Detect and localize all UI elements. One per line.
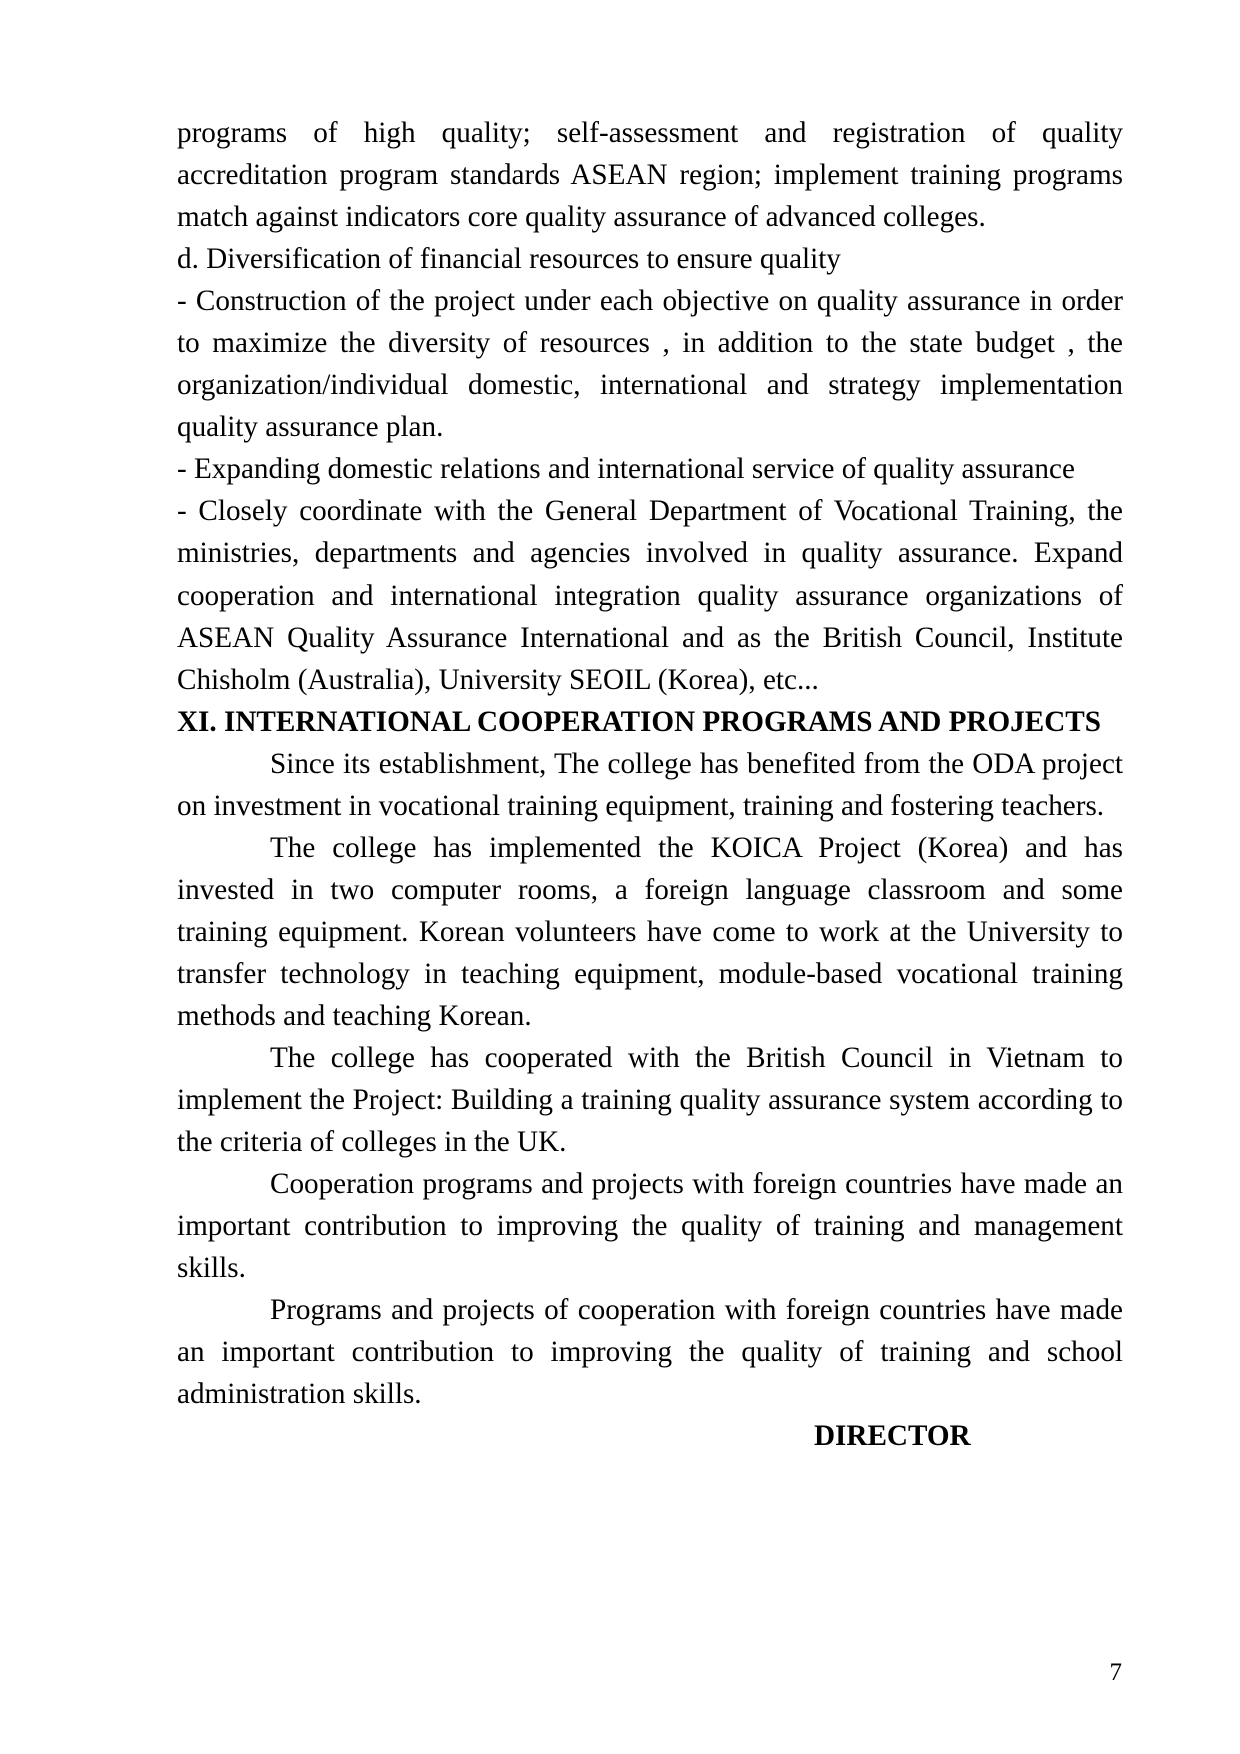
paragraph-line: important contribution to improving the quality of training and management (177, 1210, 1123, 1243)
page-number: 7 (1109, 1659, 1122, 1686)
paragraph-line: transfer technology in teaching equipment, module-based vocational training (177, 957, 1123, 990)
list-item (177, 280, 1123, 448)
list-item (177, 490, 1123, 700)
text-area (177, 112, 1123, 1458)
paragraph-line: - Closely coordinate with the General Department of Vocational Training, the (177, 495, 1123, 528)
paragraph-line: Programs and projects of cooperation with foreign countries have made (270, 1294, 1123, 1327)
paragraph-line: methods and teaching Korean. (177, 999, 532, 1032)
signature-block (177, 1415, 1123, 1457)
paragraph (177, 827, 1123, 1037)
paragraph-line: - Expanding domestic relations and international service of quality assurance (177, 453, 1075, 486)
paragraph-line: to maximize the diversity of resources , in addition to the state budget , the (177, 327, 1123, 360)
list-item (177, 448, 1123, 490)
paragraph-line: ASEAN Quality Assurance International and as the British Council, Institute (177, 621, 1123, 654)
paragraph-line: the criteria of colleges in the UK. (177, 1126, 567, 1159)
paragraph-line: ministries, departments and agencies involved in quality assurance. Expand (177, 537, 1123, 570)
paragraph-line: Since its establishment, The college has benefited from the ODA project (270, 747, 1123, 780)
paragraph-line: cooperation and international integration quality assurance organizations of (177, 579, 1123, 612)
paragraph-line: skills. (177, 1252, 246, 1285)
paragraph-line: invested in two computer rooms, a foreign language classroom and some (177, 873, 1123, 906)
paragraph-line: implement the Project: Building a training quality assurance system according to (177, 1084, 1123, 1117)
paragraph-line: quality assurance plan. (177, 411, 444, 444)
paragraph (177, 112, 1123, 238)
paragraph-line: programs of high quality; self-assessment and registration of quality (177, 117, 1123, 149)
subsection-heading: d. Diversification of financial resources to ensure quality (177, 243, 841, 276)
paragraph (177, 1037, 1123, 1163)
paragraph-line: on investment in vocational training equipment, training and fostering teachers. (177, 789, 1105, 822)
paragraph-line: an important contribution to improving the quality of training and school (177, 1336, 1123, 1369)
paragraph-line: The college has implemented the KOICA Project (Korea) and has (270, 831, 1123, 864)
paragraph-line: organization/individual domestic, international and strategy implementation (177, 369, 1123, 402)
paragraph (177, 743, 1123, 827)
signature-title: DIRECTOR (814, 1420, 971, 1453)
paragraph-line: accreditation program standards ASEAN region; implement training programs (177, 159, 1123, 192)
paragraph-line: Cooperation programs and projects with foreign countries have made an (270, 1168, 1123, 1201)
paragraph-line: training equipment. Korean volunteers have come to work at the University to (177, 915, 1123, 948)
paragraph-line: Chisholm (Australia), University SEOIL (Korea), etc... (177, 663, 819, 696)
paragraph-line: The college has cooperated with the British Council in Vietnam to (270, 1042, 1123, 1075)
paragraph-line: administration skills. (177, 1378, 422, 1411)
paragraph-line: match against indicators core quality assurance of advanced colleges. (177, 201, 986, 234)
paragraph (177, 1163, 1123, 1289)
paragraph-line: - Construction of the project under each objective on quality assurance in order (177, 285, 1123, 318)
section-heading: XI. INTERNATIONAL COOPERATION PROGRAMS AND PROJECTS (177, 705, 1101, 738)
paragraph (177, 1289, 1123, 1415)
